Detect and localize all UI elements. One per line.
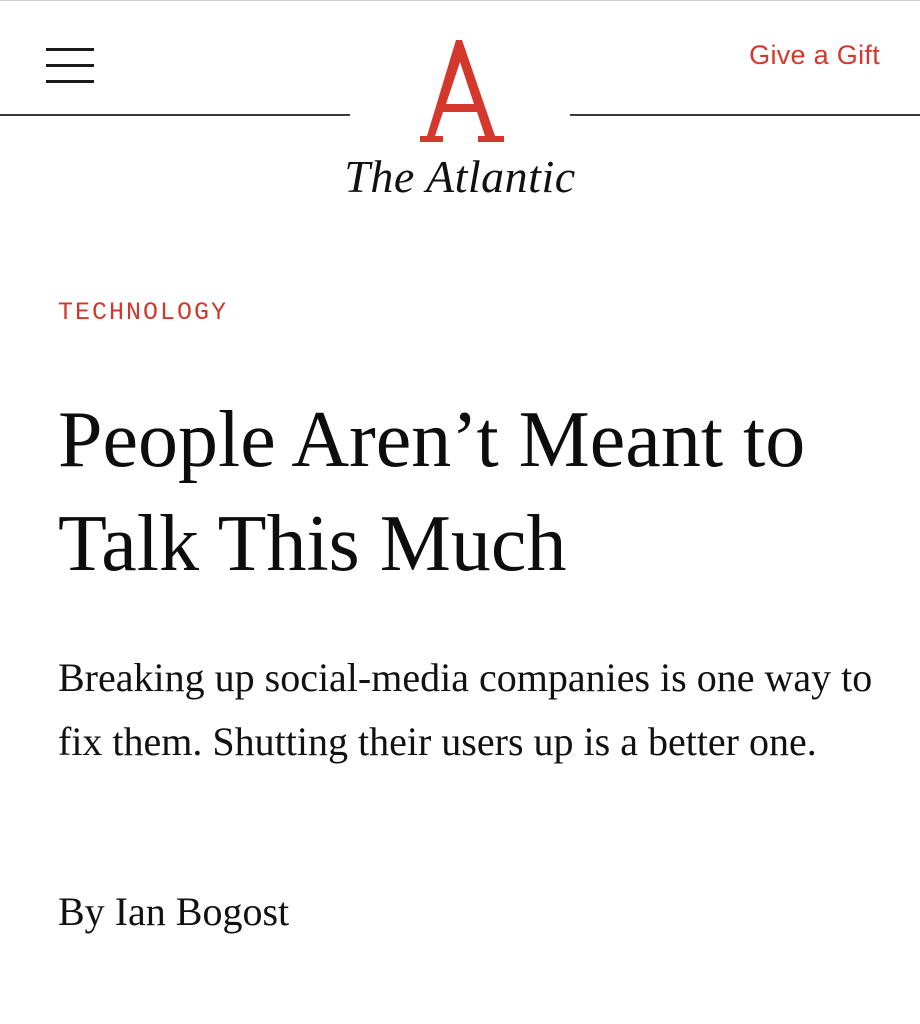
header-rule-right [570, 114, 920, 116]
article-headline: People Aren’t Meant to Talk This Much [58, 396, 806, 588]
header-rule-left [0, 114, 350, 116]
menu-bar-top [46, 48, 94, 51]
byline-prefix: By [58, 889, 105, 934]
top-border [0, 0, 920, 1]
article-dek: Breaking up social-media companies is one way to fix them. Shutting their users up is a better one. [58, 655, 873, 764]
section-label[interactable]: TECHNOLOGY [58, 298, 229, 327]
give-a-gift-link[interactable]: Give a Gift [749, 40, 880, 70]
author-link[interactable]: Ian Bogost [114, 889, 290, 934]
byline [58, 888, 289, 935]
hamburger-menu-icon[interactable] [46, 46, 94, 86]
atlantic-logo-a-icon[interactable] [400, 38, 520, 148]
menu-bar-bottom [46, 80, 94, 83]
atlantic-wordmark[interactable]: The Atlantic [344, 151, 576, 202]
menu-bar-middle [46, 64, 94, 67]
